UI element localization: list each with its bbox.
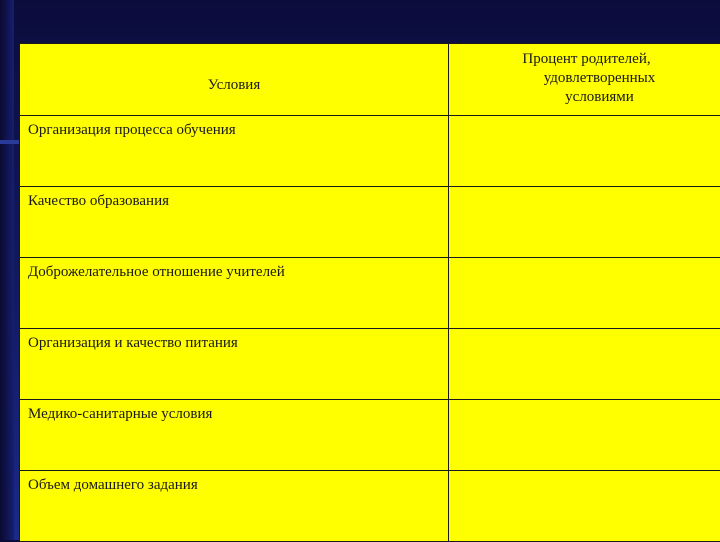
percent-cell — [449, 471, 720, 542]
table-row — [20, 471, 720, 542]
header-percent-line: удовлетворенных — [457, 69, 716, 88]
header-percent-line: условиями — [457, 88, 716, 107]
condition-cell: Объем домашнего задания — [20, 471, 449, 542]
condition-cell: Медико-санитарные условия — [20, 400, 449, 471]
percent-cell — [449, 400, 720, 471]
header-percent-line: Процент родителей, — [457, 50, 716, 69]
table-header-row — [20, 44, 720, 116]
table-row — [20, 187, 720, 258]
survey-table — [19, 43, 720, 542]
percent-cell — [449, 116, 720, 187]
condition-cell: Организация и качество питания — [20, 329, 449, 400]
table-row — [20, 258, 720, 329]
slide-left-stripe — [0, 0, 14, 540]
condition-cell: Доброжелательное отношение учителей — [20, 258, 449, 329]
header-percent — [449, 44, 720, 116]
table-row — [20, 116, 720, 187]
table-row — [20, 400, 720, 471]
percent-cell — [449, 329, 720, 400]
percent-cell — [449, 187, 720, 258]
table-row — [20, 329, 720, 400]
condition-cell: Качество образования — [20, 187, 449, 258]
condition-cell: Организация процесса обучения — [20, 116, 449, 187]
header-conditions: Условия — [20, 44, 449, 116]
percent-cell — [449, 258, 720, 329]
